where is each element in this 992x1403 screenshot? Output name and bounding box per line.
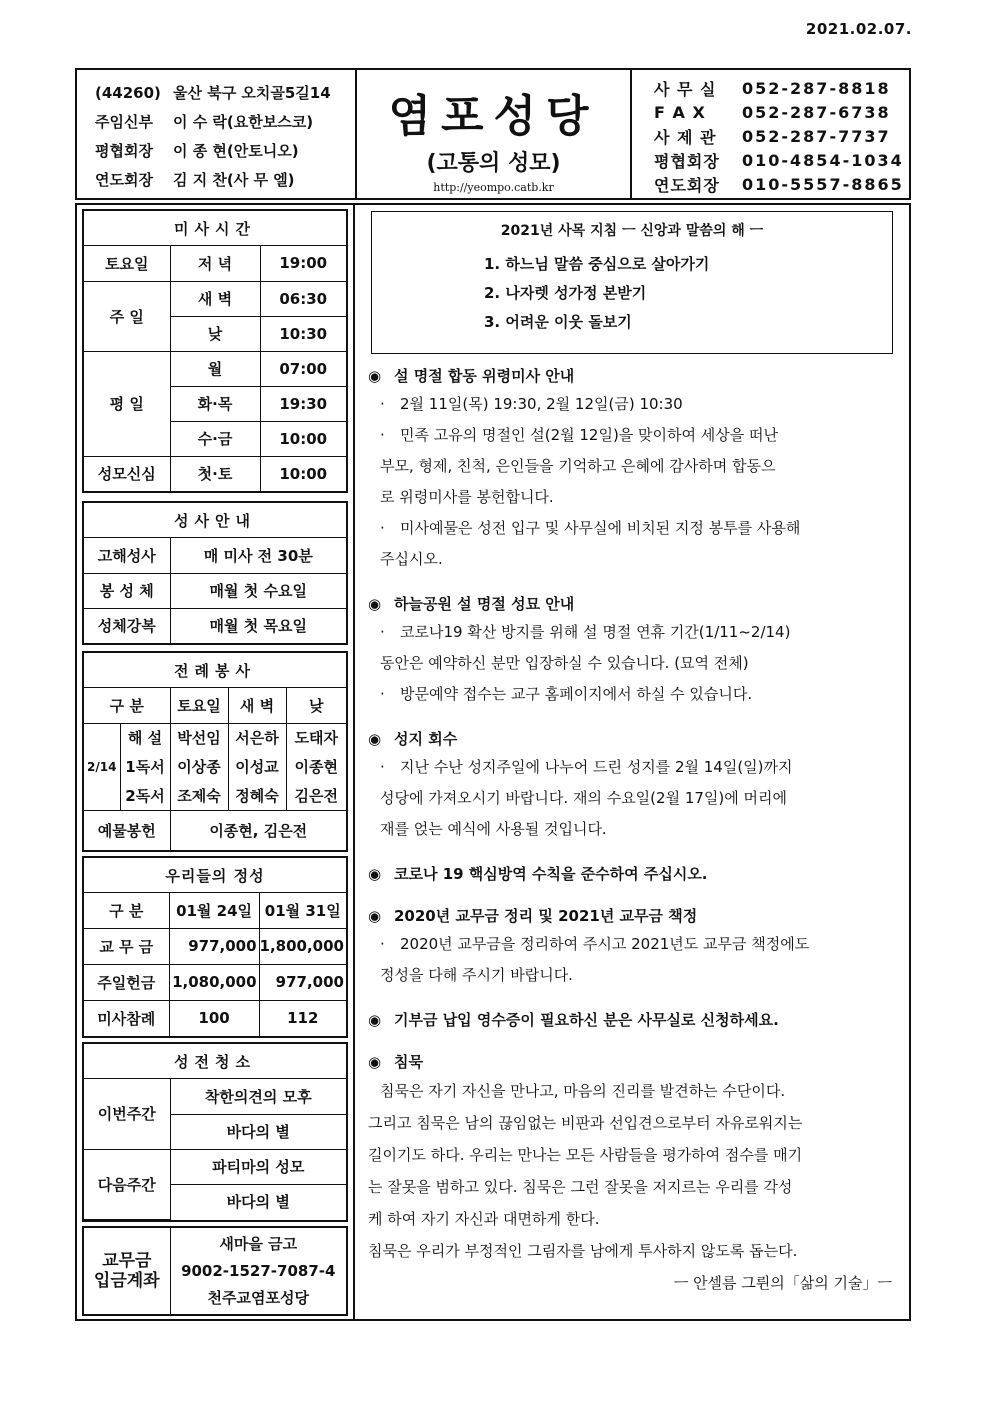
reflection-line: 길이기도 하다. 우리는 만나는 모든 사람들을 평가하여 점수를 매기 (368, 1146, 803, 1164)
liturgy-header: 토요일 (170, 688, 228, 723)
mass-time: 10:00 (260, 456, 346, 491)
bullseye-icon: ◉ (368, 865, 382, 883)
mass-day: 성모신심 (84, 456, 170, 491)
info-value: 이 종 현(안토니오) (173, 142, 299, 160)
offering-value: 1,080,000 (169, 964, 259, 1000)
offering-key: 주일헌금 (84, 964, 169, 1000)
notice-text (368, 929, 898, 960)
bullet-icon: · (380, 519, 385, 537)
notice-list (368, 363, 898, 1299)
account-label-line: 교무금 (102, 1251, 152, 1271)
info-key: 평협회장 (95, 142, 153, 160)
liturgy-role: 1독서 (120, 752, 170, 781)
liturgy-cell: 정혜숙 (228, 781, 286, 810)
notice-heading (368, 903, 898, 929)
contact-row (654, 124, 909, 148)
notice-title: 설 명절 합동 위령미사 안내 (394, 367, 575, 385)
spacer (368, 991, 898, 1007)
mass-times-title: 미사시간 (84, 211, 346, 246)
liturgy-cell: 이상종 (170, 752, 228, 781)
mass-time: 07:00 (260, 351, 346, 386)
notice-text (368, 420, 898, 451)
notice-text (368, 679, 898, 710)
notice-heading (368, 1007, 898, 1033)
liturgy-cell: 이종현 (286, 752, 346, 781)
info-key: 주임신부 (95, 113, 153, 131)
notice-line: 동안은 예약하신 분만 입장하실 수 있습니다. (묘역 전체) (380, 654, 749, 672)
account-table (84, 1228, 346, 1314)
sacrament-key: 고해성사 (84, 538, 170, 573)
spacer (368, 710, 898, 726)
cleaning-box (82, 1042, 348, 1222)
notice-title: 기부금 납입 영수증이 필요하신 분은 사무실로 신청하세요. (394, 1011, 779, 1029)
contact-value: 052-287-8818 (742, 78, 891, 98)
account-info (170, 1228, 346, 1314)
mass-times-table (84, 246, 346, 491)
mass-time: 10:00 (260, 421, 346, 456)
reflection-line: 그리고 침묵은 남의 끊임없는 비판과 선입견으로부터 자유로워지는 (368, 1114, 803, 1132)
bullseye-icon: ◉ (368, 595, 382, 613)
contact-row (654, 100, 909, 124)
notice-heading (368, 861, 898, 887)
liturgy-header: 구 분 (84, 688, 170, 723)
offering-value: 977,000 (169, 928, 259, 964)
policy-title: 2021년 사목 지침 ㅡ 신앙과 말씀의 해 ㅡ (500, 223, 764, 239)
reflection-line: 침묵은 우리가 부정적인 그림자를 남에게 투사하지 않도록 돕는다. (368, 1242, 798, 1260)
liturgy-date: 2/14 (84, 723, 120, 810)
reflection-line: 침묵은 자기 자신을 만나고, 마음의 진리를 발견하는 수단이다. (380, 1082, 786, 1100)
bullet-icon: · (380, 395, 385, 413)
account-bank: 새마을 금고 (219, 1234, 298, 1253)
notice-title: 하늘공원 설 명절 성묘 안내 (394, 595, 575, 613)
bulletin-date: 2021.02.07. (805, 20, 912, 38)
contact-row (654, 172, 909, 196)
notice-title: 2020년 교무금 정리 및 2021년 교무금 책정 (394, 907, 698, 925)
account-number: 9002-1527-7087-4 (181, 1261, 336, 1280)
pastoral-policy-box (371, 211, 893, 354)
sacrament-key: 성체강복 (84, 608, 170, 643)
liturgy-header: 낮 (286, 688, 346, 723)
mass-kind: 새 벽 (170, 281, 260, 316)
notice-title: 코로나 19 핵심방역 수칙을 준수하여 주십시오. (394, 865, 708, 883)
notice-line: 재를 얹는 예식에 사용될 것입니다. (380, 820, 607, 838)
mass-time: 06:30 (260, 281, 346, 316)
mass-time: 19:30 (260, 386, 346, 421)
notice-line: 민족 고유의 명절인 설(2월 12일)을 맞이하여 세상을 떠난 (400, 426, 779, 444)
mass-kind: 화·목 (170, 386, 260, 421)
policy-list (372, 250, 892, 337)
account-label (84, 1228, 170, 1314)
notice-line: 정성을 다해 주시기 바랍니다. (380, 966, 573, 984)
bullseye-icon: ◉ (368, 367, 382, 385)
mass-times-box (82, 209, 348, 493)
notice-line: 주십시오. (380, 550, 443, 568)
notice-line: 2020년 교무금을 정리하여 주시고 2021년도 교무금 책정에도 (400, 935, 810, 953)
mass-kind: 낮 (170, 316, 260, 351)
bullet-icon: · (380, 426, 385, 444)
mass-day: 평 일 (84, 351, 170, 456)
liturgy-box (82, 651, 348, 852)
spacer (368, 887, 898, 903)
bullet-icon: · (380, 758, 385, 776)
parish-url[interactable]: http://yeompo.catb.kr (433, 181, 554, 194)
reflection-line: 는 잘못을 범하고 있다. 침묵은 그런 잘못을 저지르는 우리를 각성 (368, 1178, 793, 1196)
contact-key: F A X (654, 102, 706, 122)
cleaning-group: 바다의 별 (170, 1114, 346, 1149)
liturgy-cell: 서은하 (228, 723, 286, 752)
parish-name: 염포성당 (388, 91, 599, 142)
mass-time: 10:30 (260, 316, 346, 351)
sacrament-title: 성사안내 (84, 503, 346, 538)
bullseye-icon: ◉ (368, 730, 382, 748)
notice-line: 지난 수난 성지주일에 나누어 드린 성지를 2월 14일(일)까지 (400, 758, 793, 776)
reflection-source: ㅡ 안셀름 그륀의「삶의 기술」ㅡ (673, 1274, 892, 1292)
bullseye-icon: ◉ (368, 1011, 382, 1029)
info-key: 연도회장 (95, 171, 153, 189)
contact-row (654, 148, 909, 172)
liturgy-role: 2독서 (120, 781, 170, 810)
liturgy-title: 전례봉사 (84, 653, 346, 688)
notice-heading (368, 363, 898, 389)
offering-header: 01월 31일 (259, 893, 346, 928)
notice-line: 로 위령미사를 봉헌합니다. (380, 488, 554, 506)
contact-key: 연도회장 (654, 175, 720, 195)
liturgy-role: 해 설 (120, 723, 170, 752)
liturgy-header: 새 벽 (228, 688, 286, 723)
liturgy-table (84, 688, 346, 850)
sacrament-table (84, 538, 346, 643)
cleaning-week: 이번주간 (84, 1079, 170, 1149)
cleaning-group: 바다의 별 (170, 1184, 346, 1219)
offering-header: 구 분 (84, 893, 169, 928)
notice-text (368, 389, 898, 420)
yeondo-row (95, 165, 345, 194)
contact-value: 052-287-6738 (742, 102, 891, 122)
right-column (355, 205, 909, 1319)
contact-key: 사 제 관 (654, 127, 717, 147)
bulletin-header (75, 68, 911, 200)
offer-value: 이종현, 김은전 (170, 810, 346, 850)
cleaning-group: 파티마의 성모 (170, 1149, 346, 1184)
sacrament-value: 매월 첫 수요일 (170, 573, 346, 608)
cleaning-title: 성전청소 (84, 1044, 346, 1079)
cleaning-week: 다음주간 (84, 1149, 170, 1219)
offering-table (84, 893, 346, 1036)
sacrament-value: 매월 첫 목요일 (170, 608, 346, 643)
offering-header: 01월 24일 (169, 893, 259, 928)
bullseye-icon: ◉ (368, 907, 382, 925)
spacer (368, 1033, 898, 1049)
notice-line: 미사예물은 성전 입구 및 사무실에 비치된 지정 봉투를 사용해 (400, 519, 801, 537)
offering-title: 우리들의 정성 (84, 858, 346, 893)
contact-value: 010-5557-8865 (742, 174, 904, 194)
offering-key: 교 무 금 (84, 928, 169, 964)
spacer (368, 575, 898, 591)
reflection-line: 케 하여 자기 자신과 대면하게 한다. (368, 1210, 600, 1228)
mass-kind: 수·금 (170, 421, 260, 456)
notice-heading (368, 1049, 898, 1075)
notice-title: 성지 회수 (394, 730, 458, 748)
offering-value: 112 (259, 1000, 346, 1036)
liturgy-cell: 박선임 (170, 723, 228, 752)
mass-kind: 첫·토 (170, 456, 260, 491)
cleaning-table (84, 1079, 346, 1220)
offering-value: 977,000 (259, 964, 346, 1000)
bulletin-body (75, 203, 911, 1321)
notice-line: 2월 11일(목) 19:30, 2월 12일(금) 10:30 (400, 395, 683, 413)
cleaning-group: 착한의견의 모후 (170, 1079, 346, 1114)
account-holder: 천주교염포성당 (207, 1288, 309, 1307)
notice-line: 코로나19 확산 방지를 위해 설 명절 연휴 기간(1/11~2/14) (400, 623, 791, 641)
notice-heading (368, 591, 898, 617)
account-label-line: 입금계좌 (93, 1271, 160, 1291)
info-value: 김 지 찬(사 무 엘) (173, 171, 295, 189)
bullet-icon: · (380, 623, 385, 641)
offering-value: 100 (169, 1000, 259, 1036)
liturgy-cell: 김은전 (286, 781, 346, 810)
liturgy-cell: 이성교 (228, 752, 286, 781)
contact-value: 052-287-7737 (742, 126, 891, 146)
mass-day: 토요일 (84, 246, 170, 281)
contact-key: 평협회장 (654, 151, 720, 171)
notice-heading (368, 726, 898, 752)
sacrament-box (82, 501, 348, 645)
notice-title: 침묵 (394, 1053, 423, 1071)
notice-text (368, 752, 898, 783)
liturgy-cell: 조제숙 (170, 781, 228, 810)
contact-value: 010-4854-1034 (742, 150, 904, 170)
sacrament-key: 봉 성 체 (84, 573, 170, 608)
bullet-icon: · (380, 935, 385, 953)
left-column (77, 205, 355, 1319)
bullet-icon: · (380, 685, 385, 703)
offering-box (82, 856, 348, 1038)
offering-key: 미사참례 (84, 1000, 169, 1036)
notice-text (368, 617, 898, 648)
info-value: 울산 북구 오치골5길14 (173, 84, 331, 102)
mass-time: 19:00 (260, 246, 346, 281)
policy-item: 2. 나자렛 성가정 본받기 (484, 284, 647, 302)
mass-kind: 저 녁 (170, 246, 260, 281)
bullseye-icon: ◉ (368, 1053, 382, 1071)
mass-day: 주 일 (84, 281, 170, 351)
notice-line: 성당에 가져오시기 바랍니다. 재의 수요일(2월 17일)에 머리에 (380, 789, 787, 807)
policy-item: 1. 하느님 말씀 중심으로 살아가기 (484, 255, 710, 273)
account-box (82, 1226, 348, 1316)
mass-kind: 월 (170, 351, 260, 386)
contact-key: 사 무 실 (654, 79, 717, 99)
parish-subtitle: (고통의 성모) (426, 151, 561, 176)
info-key: (44260) (95, 83, 161, 102)
offering-value: 1,800,000 (259, 928, 346, 964)
spacer (368, 845, 898, 861)
parish-title-block (357, 70, 632, 198)
offer-label: 예물봉헌 (84, 810, 170, 850)
contact-list (632, 70, 909, 198)
council-row (95, 136, 345, 165)
notice-text (368, 513, 898, 544)
notice-line: 부모, 형제, 친척, 은인들을 기억하고 은혜에 감사하며 합동으 (380, 457, 776, 475)
contact-row (654, 76, 909, 100)
info-value: 이 수 락(요한보스코) (173, 113, 314, 131)
liturgy-cell: 도태자 (286, 723, 346, 752)
sacrament-value: 매 미사 전 30분 (170, 538, 346, 573)
parish-info (77, 70, 357, 198)
policy-item: 3. 어려운 이웃 돌보기 (484, 313, 632, 331)
notice-line: 방문예약 접수는 교구 홈페이지에서 하실 수 있습니다. (400, 685, 753, 703)
pastor-row (95, 107, 345, 136)
address-row (95, 78, 345, 107)
